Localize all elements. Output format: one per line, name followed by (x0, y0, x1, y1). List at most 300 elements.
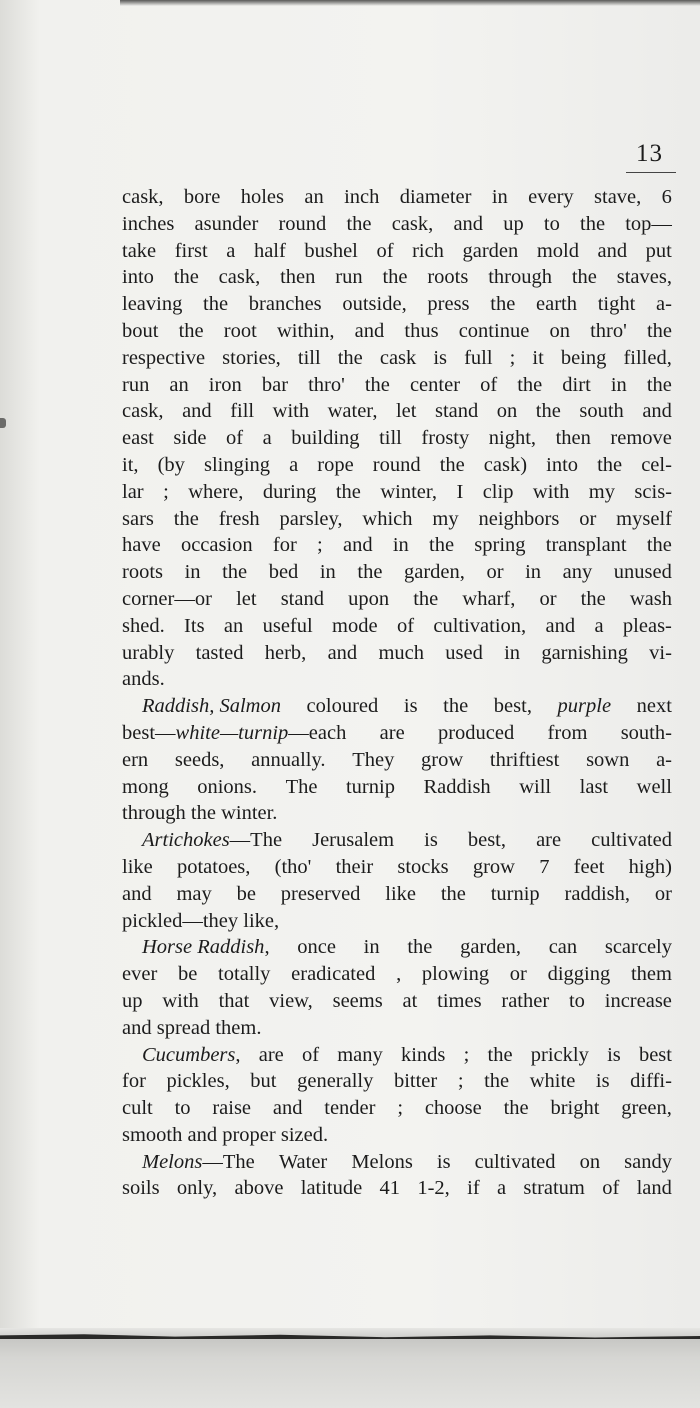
page-number: 13 (636, 140, 663, 167)
word: generally (297, 1070, 374, 1093)
word (142, 693, 281, 720)
page-number-rule (626, 172, 676, 173)
word: Cucumbers, (142, 1043, 241, 1066)
word: upon (348, 587, 390, 610)
word: to (174, 1097, 191, 1120)
word: asunder (194, 212, 259, 235)
text-line (122, 264, 672, 291)
word: pickles, (166, 1070, 230, 1093)
word: up (503, 212, 524, 235)
word: thro' (308, 373, 345, 396)
binding-mark (0, 418, 6, 428)
word: soils (122, 1177, 160, 1200)
word: mong (122, 775, 169, 798)
word: a (226, 239, 236, 262)
italic-term: Artichokes (142, 829, 230, 852)
word: cask) (483, 453, 528, 476)
word: and (327, 641, 358, 664)
word: Water (278, 1150, 328, 1173)
word: best— (122, 721, 176, 744)
word: only, (176, 1177, 218, 1200)
word: it (532, 346, 544, 369)
word: best—white—turnip—each (122, 721, 347, 744)
text-line (122, 1122, 672, 1149)
word: but (250, 1070, 277, 1093)
word: run (122, 373, 150, 396)
word: ; (397, 1097, 404, 1120)
word: Artichokes—The (142, 829, 283, 852)
italic-term: Cucumbers (142, 1043, 236, 1066)
word: the (335, 480, 361, 503)
word: mold (536, 239, 579, 262)
word: south- (620, 721, 672, 744)
text-line (122, 1068, 672, 1095)
word: of (225, 427, 244, 450)
word: urably (122, 641, 175, 664)
word: and (272, 1097, 303, 1120)
word: sars (122, 507, 154, 530)
word: or (654, 882, 672, 905)
word: raddish, (564, 882, 630, 905)
word: into (546, 453, 579, 476)
word: turnip (490, 882, 540, 905)
word: fresh (218, 507, 260, 530)
word: scarcely (604, 936, 672, 959)
word: center (409, 373, 461, 396)
word: are (258, 1043, 284, 1066)
word: cask, (391, 212, 434, 235)
word: garden, (403, 561, 465, 584)
word: green, (621, 1097, 672, 1120)
text-line (122, 1095, 672, 1122)
word: in (392, 534, 409, 557)
text-line (122, 291, 672, 318)
word: cask (379, 346, 417, 369)
word: or (486, 561, 504, 584)
word: to (568, 989, 585, 1012)
word: into (122, 266, 154, 289)
word: occasion (180, 534, 253, 557)
text-line (122, 747, 672, 774)
word: my (588, 480, 615, 503)
word: and (597, 239, 628, 262)
word: times (437, 989, 482, 1012)
word: any (562, 561, 593, 584)
word: 7 (539, 855, 550, 878)
word: rope (317, 453, 354, 476)
word: grow (472, 855, 515, 878)
word: digging (547, 963, 611, 986)
word: of (301, 1043, 320, 1066)
word: on (579, 1150, 601, 1173)
word: and (342, 534, 373, 557)
word: raise (212, 1097, 252, 1120)
word: corner—or (122, 587, 212, 610)
word: thro' (590, 319, 627, 342)
word: in (525, 561, 542, 584)
word: in (504, 641, 521, 664)
word: ; (317, 534, 323, 557)
word: stories, (222, 346, 281, 369)
word: (tho' (274, 855, 312, 878)
text-line (122, 559, 672, 586)
word: with (162, 989, 199, 1012)
word: lar (122, 480, 144, 503)
word: put (645, 239, 672, 262)
word: a (262, 427, 272, 450)
word: within, (276, 319, 335, 342)
word: produced (437, 721, 515, 744)
word: and (453, 212, 484, 235)
word: sown (586, 748, 630, 771)
word: bushel (304, 239, 358, 262)
word: is (424, 829, 438, 852)
word: iron (208, 373, 242, 396)
word: their (335, 855, 374, 878)
word: with (532, 480, 570, 503)
word: and (122, 882, 152, 905)
text-line (122, 613, 672, 640)
word: sandy (624, 1150, 672, 1173)
word: Raddish (423, 775, 491, 798)
word: vi- (649, 641, 672, 664)
text-line (122, 345, 672, 372)
text-line-content: and spread them. (122, 1016, 262, 1039)
word: side (173, 427, 207, 450)
word: grow (421, 748, 464, 771)
word: will (519, 775, 552, 798)
word: first (174, 239, 208, 262)
word: eradicated (291, 963, 376, 986)
text-line (122, 425, 672, 452)
word: potatoes, (176, 855, 251, 878)
word: increase (604, 989, 672, 1012)
italic-term: Melons (142, 1150, 203, 1173)
word: prickly (530, 1043, 589, 1066)
text-line-content: through the winter. (122, 802, 278, 825)
word: rich (412, 239, 444, 262)
word: last (579, 775, 609, 798)
word: on (549, 319, 570, 342)
word: top— (625, 212, 672, 235)
word: cult (122, 1097, 153, 1120)
word: inches (122, 212, 175, 235)
word: , (396, 963, 402, 986)
word: up (122, 989, 143, 1012)
word: best (638, 1043, 672, 1066)
word: with (272, 400, 310, 423)
word: the (571, 266, 597, 289)
word: the (178, 319, 204, 342)
word: seems (332, 989, 383, 1012)
word: the (407, 936, 433, 959)
word: is (433, 346, 448, 369)
word: filled, (623, 346, 672, 369)
word: wash (629, 587, 672, 610)
word: may (176, 882, 212, 905)
word: then (555, 427, 591, 450)
text-line (122, 693, 672, 720)
word: the (503, 1097, 529, 1120)
text-line (122, 1175, 672, 1202)
word: the (413, 587, 439, 610)
word: Its (184, 614, 205, 637)
word: herb, (264, 641, 307, 664)
word: cel- (641, 453, 672, 476)
word: during (262, 480, 317, 503)
word: rather (501, 989, 550, 1012)
word: till (297, 346, 321, 369)
word: a (289, 453, 299, 476)
word: the (517, 373, 543, 396)
word: the (646, 534, 672, 557)
word: used (445, 641, 483, 664)
word: bright (550, 1097, 600, 1120)
word: the (597, 453, 623, 476)
word: a (594, 614, 604, 637)
word: continue (458, 319, 530, 342)
word: the (382, 266, 408, 289)
word: from (547, 721, 588, 744)
word: or (539, 587, 557, 610)
word: Melons—The (142, 1150, 255, 1173)
word: wharf, (462, 587, 516, 610)
word: run (335, 266, 363, 289)
word: like (122, 855, 153, 878)
word: thus (404, 319, 439, 342)
word: cask, (122, 186, 164, 208)
word: the (490, 293, 516, 316)
word: round (372, 453, 421, 476)
word: are (536, 829, 562, 852)
word: Jerusalem (312, 829, 395, 852)
word: east (122, 427, 154, 450)
word: transplant (545, 534, 627, 557)
text-line (122, 238, 672, 265)
text-line (122, 800, 672, 827)
word: staves, (616, 266, 672, 289)
text-line (122, 934, 672, 961)
word: bitter (393, 1070, 438, 1093)
word: leaving (122, 293, 183, 316)
text-line (122, 184, 672, 211)
word: cultivated (591, 829, 672, 852)
word: building (291, 427, 360, 450)
word: the (337, 346, 363, 369)
word: best, (493, 695, 532, 718)
word: is (403, 695, 418, 718)
text-line (122, 506, 672, 533)
word: stave, (594, 186, 642, 208)
word: the (222, 561, 248, 584)
word: turnip (345, 775, 395, 798)
word: in (491, 186, 508, 208)
word: the (173, 266, 199, 289)
word: bar (261, 373, 289, 396)
word: scis- (634, 480, 672, 503)
word: in (610, 373, 627, 396)
word: in (184, 561, 201, 584)
word: stratum (523, 1177, 585, 1200)
word: garnishing (541, 641, 628, 664)
word: holes (240, 186, 284, 208)
word: a- (656, 748, 672, 771)
word: and (642, 400, 672, 423)
text-line (122, 908, 672, 935)
word: are (379, 721, 405, 744)
word: once (297, 936, 336, 959)
word: and (545, 614, 576, 637)
text-line (122, 586, 672, 613)
word: inch (344, 186, 380, 208)
word: branches (248, 293, 322, 316)
word: garden, (460, 936, 521, 959)
text-line (122, 1042, 672, 1069)
word: earth (536, 293, 577, 316)
word: mode (332, 614, 378, 637)
word: annually. (251, 748, 326, 771)
word: useful (262, 614, 313, 637)
word: tight (597, 293, 636, 316)
word: winter, (380, 480, 437, 503)
word: 6 (661, 186, 672, 208)
word: roots (427, 266, 469, 289)
word: at (402, 989, 418, 1012)
word: ; (457, 1070, 464, 1093)
word: an (223, 614, 244, 637)
word: the (429, 534, 455, 557)
text-line-content: smooth and proper sized. (122, 1123, 329, 1146)
word: on (496, 400, 518, 423)
word: of (376, 239, 394, 262)
word: or (509, 963, 527, 986)
word: high) (628, 855, 672, 878)
word: remove (610, 427, 672, 450)
text-line (122, 452, 672, 479)
word: the (203, 293, 229, 316)
text-line (122, 318, 672, 345)
word: be (177, 963, 198, 986)
word: unused (613, 561, 672, 584)
word: ern (122, 748, 149, 771)
word: the (484, 1070, 510, 1093)
word: a- (655, 293, 672, 316)
word: is (595, 1070, 610, 1093)
word: where, (188, 480, 244, 503)
word: 1-2, (417, 1177, 450, 1200)
word: can (548, 936, 578, 959)
word: the (535, 400, 561, 423)
page-top-edge (120, 0, 700, 6)
word: and (354, 319, 385, 342)
word: of (602, 1177, 620, 1200)
word: full (464, 346, 493, 369)
word: is (436, 1150, 451, 1173)
text-line (122, 211, 672, 238)
word: I (456, 480, 464, 503)
word: view, (269, 989, 313, 1012)
word: the (580, 212, 606, 235)
word: the (439, 453, 465, 476)
text-line (122, 827, 672, 854)
word: night, (488, 427, 537, 450)
word: They (352, 748, 395, 771)
word: frosty (421, 427, 470, 450)
word: white (529, 1070, 576, 1093)
italic-term: purple (557, 695, 612, 718)
word: of (396, 614, 415, 637)
word: Horse Raddish, (142, 936, 270, 959)
word: cask, (122, 400, 164, 423)
word: coloured (306, 695, 379, 718)
word: an (304, 186, 324, 208)
word: kinds (400, 1043, 446, 1066)
word: if (467, 1177, 480, 1200)
word: being (560, 346, 607, 369)
word: neighbors (478, 507, 560, 530)
word: many (337, 1043, 383, 1066)
word: shed. (122, 614, 165, 637)
word: spring (474, 534, 526, 557)
text-line (122, 988, 672, 1015)
word: have (122, 534, 161, 557)
word: thriftiest (489, 748, 560, 771)
word: cask, (218, 266, 261, 289)
word: latitude (300, 1177, 363, 1200)
word: tender (324, 1097, 376, 1120)
word: for (122, 1070, 146, 1093)
word: the (646, 373, 672, 396)
word: parsley, (279, 507, 343, 530)
text-line (122, 774, 672, 801)
word: preserved (280, 882, 361, 905)
word: the (487, 1043, 513, 1066)
word: seeds, (174, 748, 225, 771)
word: ever (122, 963, 158, 986)
word: my (432, 507, 459, 530)
word: tasted (195, 641, 244, 664)
word: that (218, 989, 250, 1012)
word: every (528, 186, 574, 208)
word: well (636, 775, 672, 798)
word: the (440, 882, 466, 905)
word: outside, (342, 293, 407, 316)
word: (by (157, 453, 185, 476)
word: respective (122, 346, 206, 369)
italic-term: Raddish, Salmon (142, 695, 281, 718)
word: which (362, 507, 413, 530)
word: in (363, 936, 380, 959)
word: root (223, 319, 257, 342)
word: half (253, 239, 286, 262)
word: the (173, 507, 199, 530)
word: Melons (351, 1150, 413, 1173)
word: bore (183, 186, 221, 208)
word: south (579, 400, 624, 423)
word: press (427, 293, 470, 316)
word: them (630, 963, 672, 986)
text-line (122, 640, 672, 667)
text-line (122, 1015, 672, 1042)
text-line (122, 720, 672, 747)
word: round (278, 212, 327, 235)
word: stocks (397, 855, 449, 878)
text-line (122, 961, 672, 988)
word: stand (280, 587, 324, 610)
word: the (364, 373, 390, 396)
word: slinging (203, 453, 271, 476)
word: water, (327, 400, 378, 423)
